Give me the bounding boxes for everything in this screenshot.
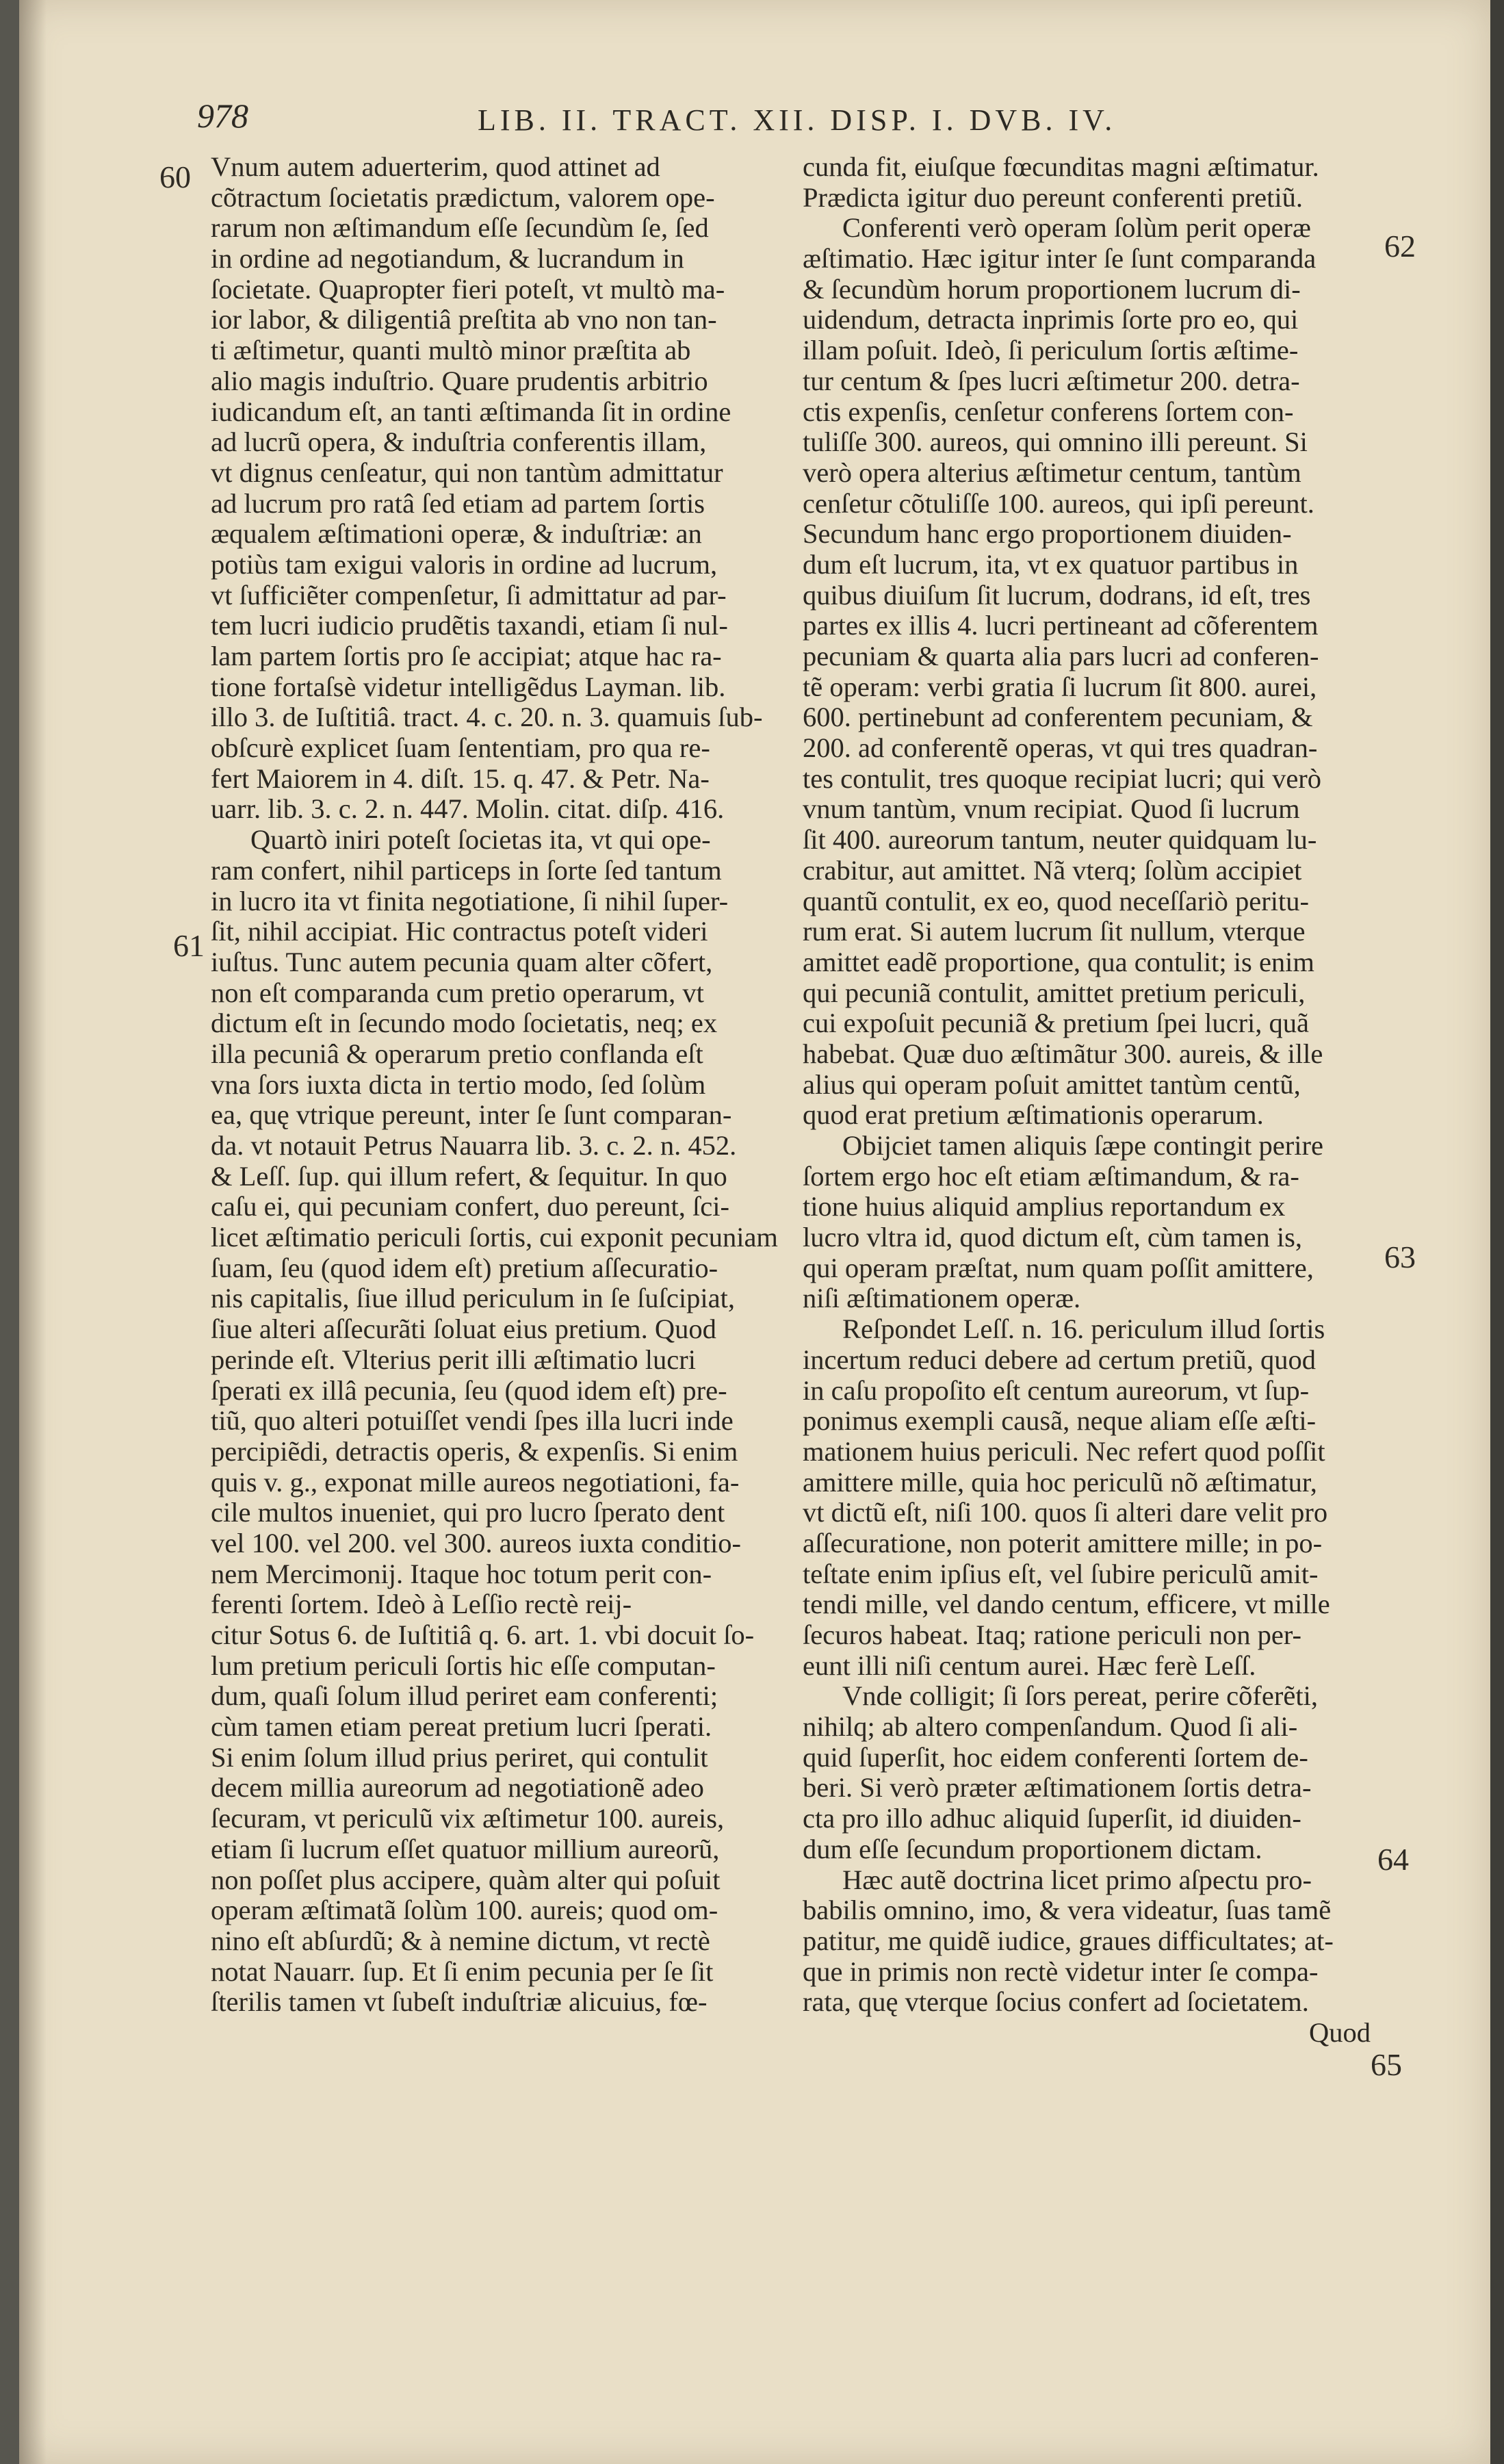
text-line: fert Maiorem in 4. diſt. 15. q. 47. & Petr. Na-	[211, 763, 710, 794]
text-line: ea, quę vtrique pereunt, inter ſe ſunt comparan-	[211, 1100, 732, 1131]
text-line: Si enim ſolum illud prius periret, qui contulit	[211, 1742, 708, 1773]
text-line: quid ſuperſit, hoc eidem conferenti ſortem de-	[803, 1742, 1308, 1773]
text-line: nem Mercimonij. Itaque hoc totum perit con-	[211, 1558, 712, 1589]
text-line: cõtractum ſocietatis prædictum, valorem ope-	[211, 182, 715, 213]
text-line: & ſecundùm horum proportionem lucrum di-	[803, 274, 1301, 305]
text-line: Vnum autem aduerterim, quod attinet ad	[211, 152, 660, 182]
text-line: qui pecuniã contulit, amittet pretium periculi,	[803, 977, 1306, 1008]
text-line: non poſſet plus accipere, quàm alter qui poſuit	[211, 1864, 721, 1895]
text-line: alio magis induſtrio. Quare prudentis arbitrio	[211, 365, 708, 396]
catchword: Quod	[1309, 2017, 1371, 2048]
text-line: tur centum & ſpes lucri æſtimetur 200. detra-	[803, 365, 1300, 396]
text-line: beri. Si verò præter æſtimationem ſortis detra-	[803, 1773, 1312, 1804]
text-line: nis capitalis, ſiue illud periculum in ſe ſuſcipiat,	[211, 1283, 735, 1314]
text-line: licet æſtimatio periculi ſortis, cui exponit pecuniam	[211, 1222, 778, 1253]
text-line: cta pro illo adhuc aliquid ſuperſit, id diuiden-	[803, 1804, 1301, 1834]
text-line: potiùs tam exigui valoris in ordine ad lucrum,	[211, 549, 718, 580]
text-line: ſecuram, vt periculũ vix æſtimetur 100. aureis,	[211, 1804, 725, 1834]
margin-number-61: 61	[173, 928, 205, 963]
margin-number-60: 60	[159, 159, 191, 194]
text-line: ctis expenſis, cenſetur conferens ſortem con-	[803, 396, 1294, 427]
text-line: habebat. Quæ duo æſtimãtur 300. aureis, & ille	[803, 1038, 1323, 1069]
text-line: illam poſuit. Ideò, ſi periculum ſortis æſtime-	[803, 335, 1299, 366]
text-line: tẽ operam: verbi gratia ſi lucrum ſit 800. aurei,	[803, 671, 1317, 702]
margin-number-64: 64	[1377, 1842, 1409, 1877]
text-line: rata, quę vterque ſocius confert ad ſocietatem.	[803, 1987, 1309, 2018]
text-line: Reſpondet Leſſ. n. 16. periculum illud ſortis	[842, 1314, 1325, 1345]
text-line: tem lucri iudicio prudẽtis taxandi, etiam ſi nul-	[211, 611, 728, 641]
text-line: amittet eadẽ proportione, qua contulit; is enim	[803, 947, 1314, 977]
page-header	[183, 82, 1401, 144]
text-line: decem millia aureorum ad negotiationẽ adeo	[211, 1773, 704, 1804]
text-line: ſiue alteri aſſecurãti ſoluat eius pretium. Quod	[211, 1314, 716, 1345]
text-line: notat Nauarr. ſup. Et ſi enim pecunia per ſe ſit	[211, 1956, 714, 1987]
text-line: vt ſufficiẽter compenſetur, ſi admittatur ad par-	[211, 580, 727, 611]
folio-number: 978	[197, 97, 248, 135]
text-line: vnum tantùm, vnum recipiat. Quod ſi lucrum	[803, 794, 1300, 825]
text-line: lucro vltra id, quod dictum eſt, cùm tamen is,	[803, 1222, 1302, 1253]
text-line: cui expoſuit pecuniã & pretium ſpei lucri, quã	[803, 1008, 1310, 1039]
text-line: babilis omnino, imo, & vera videatur, ſuas tamẽ	[803, 1895, 1332, 1926]
text-line: vt dignus cenſeatur, qui non tantùm admittatur	[211, 457, 723, 488]
text-line: citur Sotus 6. de Iuſtitiâ q. 6. art. 1. vbi docuit ſo-	[211, 1620, 755, 1650]
text-line: Secundum hanc ergo proportionem diuiden-	[803, 519, 1292, 550]
text-line: ſit 400. aureorum tantum, neuter quidquam lu-	[803, 825, 1317, 856]
margin-number-65: 65	[1371, 2047, 1402, 2082]
text-line: ponimus exempli causã, neque aliam eſſe æſti-	[803, 1406, 1317, 1437]
text-line: eunt illi niſi centum aurei. Hæc ferè Leſſ.	[803, 1650, 1256, 1681]
text-line: illo 3. de Iuſtitiâ. tract. 4. c. 20. n. 3. quamuis ſub-	[211, 702, 763, 733]
text-line: mationem huius periculi. Nec refert quod poſſit	[803, 1436, 1325, 1467]
text-line: aſſecuratione, non poterit amittere mille; in po-	[803, 1528, 1323, 1558]
text-line: Hæc autẽ doctrina licet primo aſpectu pro-	[842, 1864, 1312, 1895]
text-line: que in primis non rectè videtur inter ſe compa-	[803, 1956, 1319, 1987]
text-line: ior labor, & diligentiâ preſtita ab vno non tan-	[211, 305, 717, 335]
text-line: ſperati ex illâ pecunia, ſeu (quod idem eſt) pre-	[211, 1375, 727, 1406]
text-line: pecuniam & quarta alia pars lucri ad conferen-	[803, 641, 1319, 671]
text-line: tione fortaſsè videtur intelligẽdus Layman. lib.	[211, 671, 726, 702]
text-line: vel 100. vel 200. vel 300. aureos iuxta conditio-	[211, 1528, 741, 1558]
text-line: tione huius aliquid amplius reportandum ex	[803, 1192, 1286, 1222]
text-line: cunda fit, eiuſque fœcunditas magni æſtimatur.	[803, 152, 1319, 182]
text-line: non eſt comparanda cum pretio operarum, vt	[211, 977, 704, 1008]
text-line: ad lucrũ opera, & induſtria conferentis illam,	[211, 427, 707, 458]
text-line: lum pretium periculi ſortis hic eſſe computan-	[211, 1650, 716, 1681]
text-line: Conferenti verò operam ſolùm perit operæ	[842, 213, 1311, 244]
text-line: in ordine ad negotiandum, & lucrandum in	[211, 244, 684, 274]
text-line: illa pecuniâ & operarum pretio conflanda eſt	[211, 1038, 703, 1069]
text-line: da. vt notauit Petrus Nauarra lib. 3. c. 2. n. 452.	[211, 1131, 737, 1161]
text-line: alius qui operam poſuit amittet tantùm centũ,	[803, 1069, 1301, 1100]
text-line: iuſtus. Tunc autem pecunia quam alter cõfert,	[211, 947, 713, 977]
text-line: ſecuros habeat. Itaq; ratione periculi non per-	[803, 1620, 1301, 1650]
left-text-column	[211, 152, 786, 2018]
text-line: uarr. lib. 3. c. 2. n. 447. Molin. citat. diſp. 416.	[211, 794, 725, 825]
text-line: vt dictũ eſt, niſi 100. quos ſi alteri dare velit pro	[803, 1498, 1328, 1528]
text-line: crabitur, aut amittet. Nã vterq; ſolùm accipiet	[803, 855, 1302, 886]
text-line: 600. pertinebunt ad conferentem pecuniam, &	[803, 702, 1313, 733]
text-line: æſtimatio. Hæc igitur inter ſe ſunt comparanda	[803, 244, 1317, 274]
text-line: verò opera alterius æſtimetur centum, tantùm	[803, 457, 1301, 488]
text-line: operam æſtimatã ſolùm 100. aureis; quod om-	[211, 1895, 718, 1926]
text-line: Vnde colligit; ſi ſors pereat, perire cõferẽti,	[842, 1681, 1318, 1712]
text-line: ſterilis tamen vt ſubeſt induſtriæ alicuius, fœ-	[211, 1987, 708, 2018]
text-line: nihilq; ab altero compenſandum. Quod ſi ali-	[803, 1712, 1298, 1743]
text-line: iudicandum eſt, an tanti æſtimanda ſit in ordine	[211, 396, 731, 427]
text-line: quantũ contulit, ex eo, quod neceſſariò peritu-	[803, 886, 1310, 916]
text-line: qui operam præſtat, num quam poſſit amittere,	[803, 1253, 1314, 1283]
text-line: perinde eſt. Vlterius perit illi æſtimatio lucri	[211, 1344, 696, 1375]
text-line: etiam ſi lucrum eſſet quatuor millium aureorũ,	[211, 1834, 720, 1864]
text-line: ſortem ergo hoc eſt etiam æſtimandum, & ra-	[803, 1161, 1299, 1192]
text-line: partes ex illis 4. lucri pertineant ad cõferentem	[803, 611, 1319, 641]
text-line: tuliſſe 300. aureos, qui omnino illi pereunt. Si	[803, 427, 1308, 458]
text-line: niſi æſtimationem operæ.	[803, 1283, 1081, 1314]
text-line: ſocietate. Quapropter fieri poteſt, vt multò ma-	[211, 274, 725, 305]
text-line: quibus diuiſum ſit lucrum, dodrans, id eſt, tres	[803, 580, 1311, 611]
gutter-shadow	[19, 0, 47, 2464]
text-line: dum eſſe ſecundum proportionem dictam.	[803, 1834, 1262, 1864]
text-line: tiũ, quo alteri potuiſſet vendi ſpes illa lucri inde	[211, 1406, 734, 1437]
text-line: nino eſt abſurdũ; & à nemine dictum, vt rectè	[211, 1925, 710, 1956]
running-head: LIB. II. TRACT. XII. DISP. I. DVB. IV.	[478, 103, 1117, 137]
text-line: cenſetur cõtuliſſe 100. aureos, qui ipſi pereunt.	[803, 488, 1314, 519]
text-line: Quartò iniri poteſt ſocietas ita, vt qui ope-	[250, 825, 711, 856]
text-line: ſit, nihil accipiat. Hic contractus poteſt videri	[211, 916, 708, 947]
margin-number-63: 63	[1384, 1240, 1416, 1274]
text-line: patitur, me quidẽ iudice, graues difficultates; at-	[803, 1925, 1334, 1956]
margin-number-62: 62	[1384, 229, 1416, 264]
text-line: caſu ei, qui pecuniam confert, duo pereunt, ſci-	[211, 1192, 729, 1222]
text-line: dum eſt lucrum, ita, vt ex quatuor partibus in	[803, 549, 1299, 580]
text-line: in caſu propoſito eſt centum aureorum, vt ſup-	[803, 1375, 1310, 1406]
text-line: amittere mille, quia hoc periculũ nõ æſtimatur,	[803, 1467, 1317, 1498]
text-line: cile multos inueniet, qui pro lucro ſperato dent	[211, 1498, 725, 1528]
text-line: percipiẽdi, detractis operis, & expenſis. Si enim	[211, 1436, 738, 1467]
text-line: ti æſtimetur, quanti multò minor præſtita ab	[211, 335, 691, 366]
text-line: vna ſors iuxta dicta in tertio modo, ſed ſolùm	[211, 1069, 706, 1100]
text-line: quod erat pretium æſtimationis operarum.	[803, 1100, 1264, 1131]
text-line: obſcurè explicet ſuam ſententiam, pro qua re-	[211, 733, 710, 764]
text-line: tendi mille, vel dando centum, efficere, vt mille	[803, 1589, 1330, 1620]
text-line: rarum non æſtimandum eſſe ſecundùm ſe, ſed	[211, 213, 709, 244]
text-line: ferenti ſortem. Ideò à Leſſio rectè reij-	[211, 1589, 632, 1620]
text-line: 200. ad conferentẽ operas, vt qui tres quadran-	[803, 733, 1318, 764]
text-line: tes contulit, tres quoque recipiat lucri; qui verò	[803, 763, 1322, 794]
text-line: uidendum, detracta inprimis ſorte pro eo, qui	[803, 305, 1299, 335]
text-line: æqualem æſtimationi operæ, & induſtriæ: an	[211, 519, 702, 550]
text-line: & Leſſ. ſup. qui illum refert, & ſequitur. In quo	[211, 1161, 727, 1192]
text-line: quis v. g., exponat mille aureos negotiationi, fa-	[211, 1467, 740, 1498]
text-line: ſuam, ſeu (quod idem eſt) pretium aſſecuratio-	[211, 1253, 718, 1283]
text-line: lam partem ſortis pro ſe accipiat; atque hac ra-	[211, 641, 722, 671]
text-line: ad lucrum pro ratâ ſed etiam ad partem ſortis	[211, 488, 705, 519]
text-line: cùm tamen etiam pereat pretium lucri ſperati.	[211, 1712, 712, 1743]
text-line: Obijciet tamen aliquis ſæpe contingit perire	[842, 1131, 1323, 1161]
text-line: in lucro ita vt finita negotiatione, ſi nihil ſuper-	[211, 886, 729, 916]
text-line: ram confert, nihil particeps in ſorte ſed tantum	[211, 855, 722, 886]
book-page	[19, 0, 1490, 2464]
right-text-column	[803, 152, 1384, 2049]
text-line: Prædicta igitur duo pereunt conferenti pretiũ.	[803, 182, 1304, 213]
text-line: dictum eſt in ſecundo modo ſocietatis, neq; ex	[211, 1008, 718, 1039]
scan-background-strip	[1490, 0, 1504, 2464]
text-line: incertum reduci debere ad certum pretiũ, quod	[803, 1344, 1317, 1375]
text-line: teſtate enim ipſius eſt, vel ſubire periculũ amit-	[803, 1558, 1319, 1589]
text-line: dum, quaſi ſolum illud periret eam conferenti;	[211, 1681, 718, 1712]
text-line: rum erat. Si autem lucrum ſit nullum, vterque	[803, 916, 1306, 947]
